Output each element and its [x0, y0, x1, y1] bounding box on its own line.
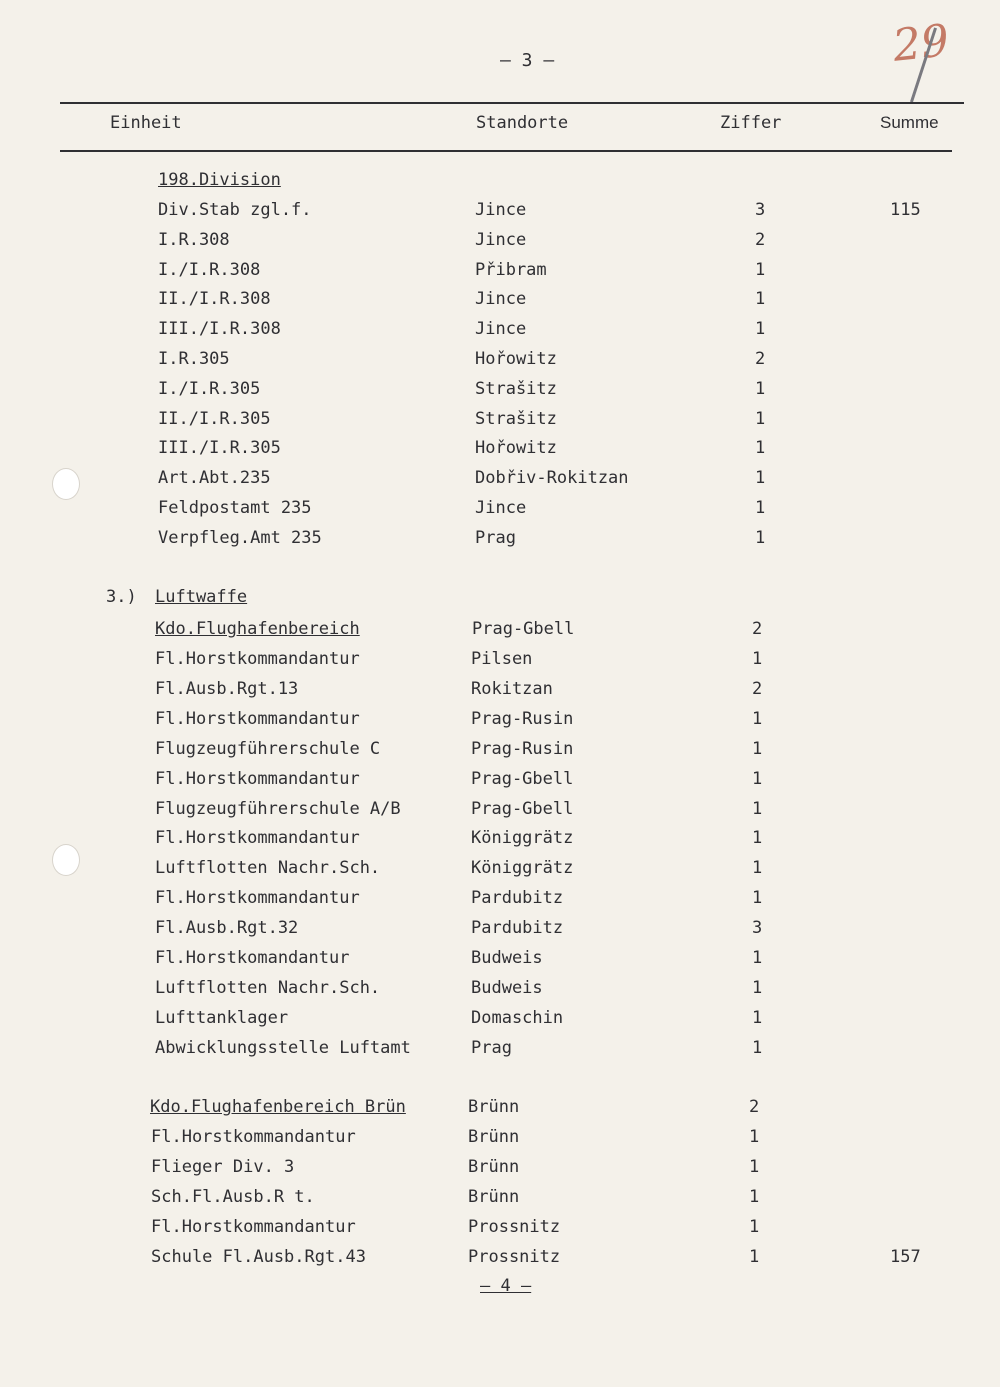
table-row	[0, 1217, 1000, 1247]
table-row	[0, 858, 1000, 888]
number-cell: 1	[752, 768, 763, 789]
number-cell: 1	[755, 289, 766, 310]
location-cell: Königgrätz	[471, 858, 574, 879]
table-row	[0, 528, 1000, 558]
group-title: Kdo.Flughafenbereich Brün	[150, 1097, 406, 1117]
table-row	[0, 468, 1000, 498]
group-location: Brünn	[468, 1097, 520, 1117]
section-title: 198.Division	[158, 170, 281, 190]
table-row	[0, 948, 1000, 978]
location-cell: Prag-Gbell	[471, 768, 574, 789]
location-cell: Budweis	[471, 977, 543, 998]
location-cell: Jince	[475, 200, 527, 220]
unit-cell: Abwicklungsstelle Luftamt	[155, 1037, 411, 1058]
location-cell: Brünn	[468, 1156, 520, 1177]
number-cell: 1	[752, 1037, 763, 1058]
table-row	[0, 679, 1000, 709]
table-row	[0, 379, 1000, 409]
number-cell: 1	[752, 649, 763, 669]
unit-cell: I.R.305	[158, 349, 230, 369]
table-row	[0, 709, 1000, 739]
header-rule-bottom	[60, 150, 952, 152]
unit-cell: Lufttanklager	[155, 1007, 289, 1028]
location-cell: Königgrätz	[471, 828, 574, 849]
table-row	[0, 319, 1000, 349]
location-cell: Prossnitz	[468, 1246, 561, 1267]
table-row	[0, 978, 1000, 1008]
table-row	[0, 888, 1000, 918]
group-number: 2	[752, 619, 763, 639]
number-cell: 1	[752, 738, 763, 759]
table-row	[0, 799, 1000, 829]
unit-cell: I.R.308	[158, 229, 230, 250]
number-cell: 1	[755, 438, 766, 459]
group-number: 2	[749, 1097, 760, 1117]
number-cell: 1	[752, 708, 763, 729]
unit-cell: Sch.Fl.Ausb.R t.	[151, 1186, 315, 1207]
page-number: – 3 –	[500, 50, 555, 71]
location-cell: Jince	[475, 229, 527, 250]
continuation-page-number: – 4 –	[480, 1276, 532, 1296]
number-cell: 1	[755, 259, 766, 280]
number-cell: 1	[749, 1127, 760, 1147]
location-cell: Prag	[475, 527, 516, 548]
location-cell: Pardubitz	[471, 918, 564, 939]
unit-cell: Feldpostamt 235	[158, 498, 312, 518]
header-rule-top	[60, 102, 964, 104]
location-cell: Brünn	[468, 1127, 520, 1147]
location-cell: Jince	[475, 498, 527, 518]
unit-cell: Flieger Div. 3	[151, 1156, 295, 1177]
location-cell: Strašitz	[475, 408, 557, 429]
table-row	[0, 1127, 1000, 1157]
unit-cell: I./I.R.308	[158, 259, 261, 280]
unit-cell: Fl.Horstkommandantur	[151, 1216, 356, 1237]
table-row	[0, 1038, 1000, 1068]
number-cell: 1	[749, 1216, 760, 1237]
number-cell: 1	[755, 468, 766, 489]
unit-cell: III./I.R.308	[158, 319, 281, 340]
header-unit: Einheit	[110, 113, 182, 133]
number-cell: 1	[752, 798, 763, 819]
unit-cell: II./I.R.308	[158, 289, 271, 310]
number-cell: 1	[752, 858, 763, 879]
unit-cell: Fl.Horstkommandantur	[155, 888, 360, 909]
unit-cell: Verpfleg.Amt 235	[158, 527, 322, 548]
folio-mark: 29	[890, 15, 952, 72]
location-cell: Prossnitz	[468, 1216, 561, 1237]
location-cell: Hořowitz	[475, 349, 557, 369]
table-row	[0, 1008, 1000, 1038]
group-title: Kdo.Flughafenbereich	[155, 619, 360, 639]
table-row	[0, 230, 1000, 260]
table-row	[0, 1247, 1000, 1277]
location-cell: Domaschin	[471, 1007, 564, 1028]
location-cell: Prag-Rusin	[471, 738, 574, 759]
sum-cell: 157	[890, 1246, 921, 1267]
location-cell: Přibram	[475, 259, 547, 280]
header-number: Ziffer	[720, 113, 782, 133]
number-cell: 1	[749, 1156, 760, 1177]
unit-cell: Fl.Ausb.Rgt.32	[155, 918, 299, 939]
number-cell: 2	[755, 349, 766, 369]
unit-cell: Div.Stab zgl.f.	[158, 200, 312, 220]
number-cell: 3	[755, 200, 766, 220]
number-cell: 1	[755, 319, 766, 340]
sum-cell: 115	[890, 200, 921, 220]
unit-cell: Flugzeugführerschule C	[155, 738, 381, 759]
section-number: 3.)	[106, 587, 137, 607]
number-cell: 1	[752, 888, 763, 909]
table-row	[0, 828, 1000, 858]
group-title-row	[0, 1097, 1000, 1127]
unit-cell: Fl.Horstkomandantur	[155, 948, 350, 968]
unit-cell: Art.Abt.235	[158, 468, 271, 489]
number-cell: 2	[752, 678, 763, 699]
location-cell: Jince	[475, 319, 527, 340]
number-cell: 3	[752, 918, 763, 939]
unit-cell: Fl.Horstkommandantur	[155, 768, 360, 789]
unit-cell: I./I.R.305	[158, 378, 261, 399]
table-row	[0, 349, 1000, 379]
unit-cell: Flugzeugführerschule A/B	[155, 798, 401, 819]
number-cell: 1	[752, 828, 763, 849]
unit-cell: Luftflotten Nachr.Sch.	[155, 977, 381, 998]
location-cell: Pardubitz	[471, 888, 564, 909]
unit-cell: Fl.Horstkommandantur	[155, 649, 360, 669]
number-cell: 1	[752, 1007, 763, 1028]
unit-cell: Fl.Horstkommandantur	[155, 708, 360, 729]
number-cell: 1	[749, 1246, 760, 1267]
table-row	[0, 918, 1000, 948]
table-row	[0, 438, 1000, 468]
location-cell: Pilsen	[471, 649, 533, 669]
number-cell: 1	[752, 948, 763, 968]
unit-cell: Fl.Horstkommandantur	[155, 828, 360, 849]
group-title-row	[0, 619, 1000, 649]
table-row	[0, 1157, 1000, 1187]
location-cell: Budweis	[471, 948, 543, 968]
unit-cell: II./I.R.305	[158, 408, 271, 429]
table-row	[0, 498, 1000, 528]
table-row	[0, 739, 1000, 769]
location-cell: Prag-Gbell	[471, 798, 574, 819]
group-location: Prag-Gbell	[472, 619, 575, 639]
table-row	[0, 1187, 1000, 1217]
number-cell: 1	[755, 408, 766, 429]
number-cell: 1	[755, 498, 766, 518]
section-title: Luftwaffe	[155, 587, 248, 607]
table-row	[0, 260, 1000, 290]
location-cell: Hořowitz	[475, 438, 557, 459]
number-cell: 1	[755, 527, 766, 548]
location-cell: Rokitzan	[471, 678, 553, 699]
number-cell: 2	[755, 229, 766, 250]
table-row	[0, 769, 1000, 799]
location-cell: Strašitz	[475, 378, 557, 399]
unit-cell: Luftflotten Nachr.Sch.	[155, 858, 381, 879]
section-title-row	[0, 170, 1000, 200]
location-cell: Prag-Rusin	[471, 708, 574, 729]
location-cell: Brünn	[468, 1186, 520, 1207]
table-row	[0, 289, 1000, 319]
unit-cell: Fl.Horstkommandantur	[151, 1127, 356, 1147]
unit-cell: Schule Fl.Ausb.Rgt.43	[151, 1246, 366, 1267]
number-cell: 1	[752, 977, 763, 998]
table-row	[0, 649, 1000, 679]
table-row	[0, 409, 1000, 439]
header-sum: Summe	[880, 113, 939, 132]
section-title-row	[0, 587, 1000, 617]
header-location: Standorte	[476, 113, 569, 133]
number-cell: 1	[749, 1186, 760, 1207]
unit-cell: Fl.Ausb.Rgt.13	[155, 678, 299, 699]
location-cell: Jince	[475, 289, 527, 310]
unit-cell: III./I.R.305	[158, 438, 281, 459]
location-cell: Prag	[471, 1037, 512, 1058]
table-row	[0, 200, 1000, 230]
number-cell: 1	[755, 378, 766, 399]
location-cell: Dobřiv-Rokitzan	[475, 468, 629, 489]
